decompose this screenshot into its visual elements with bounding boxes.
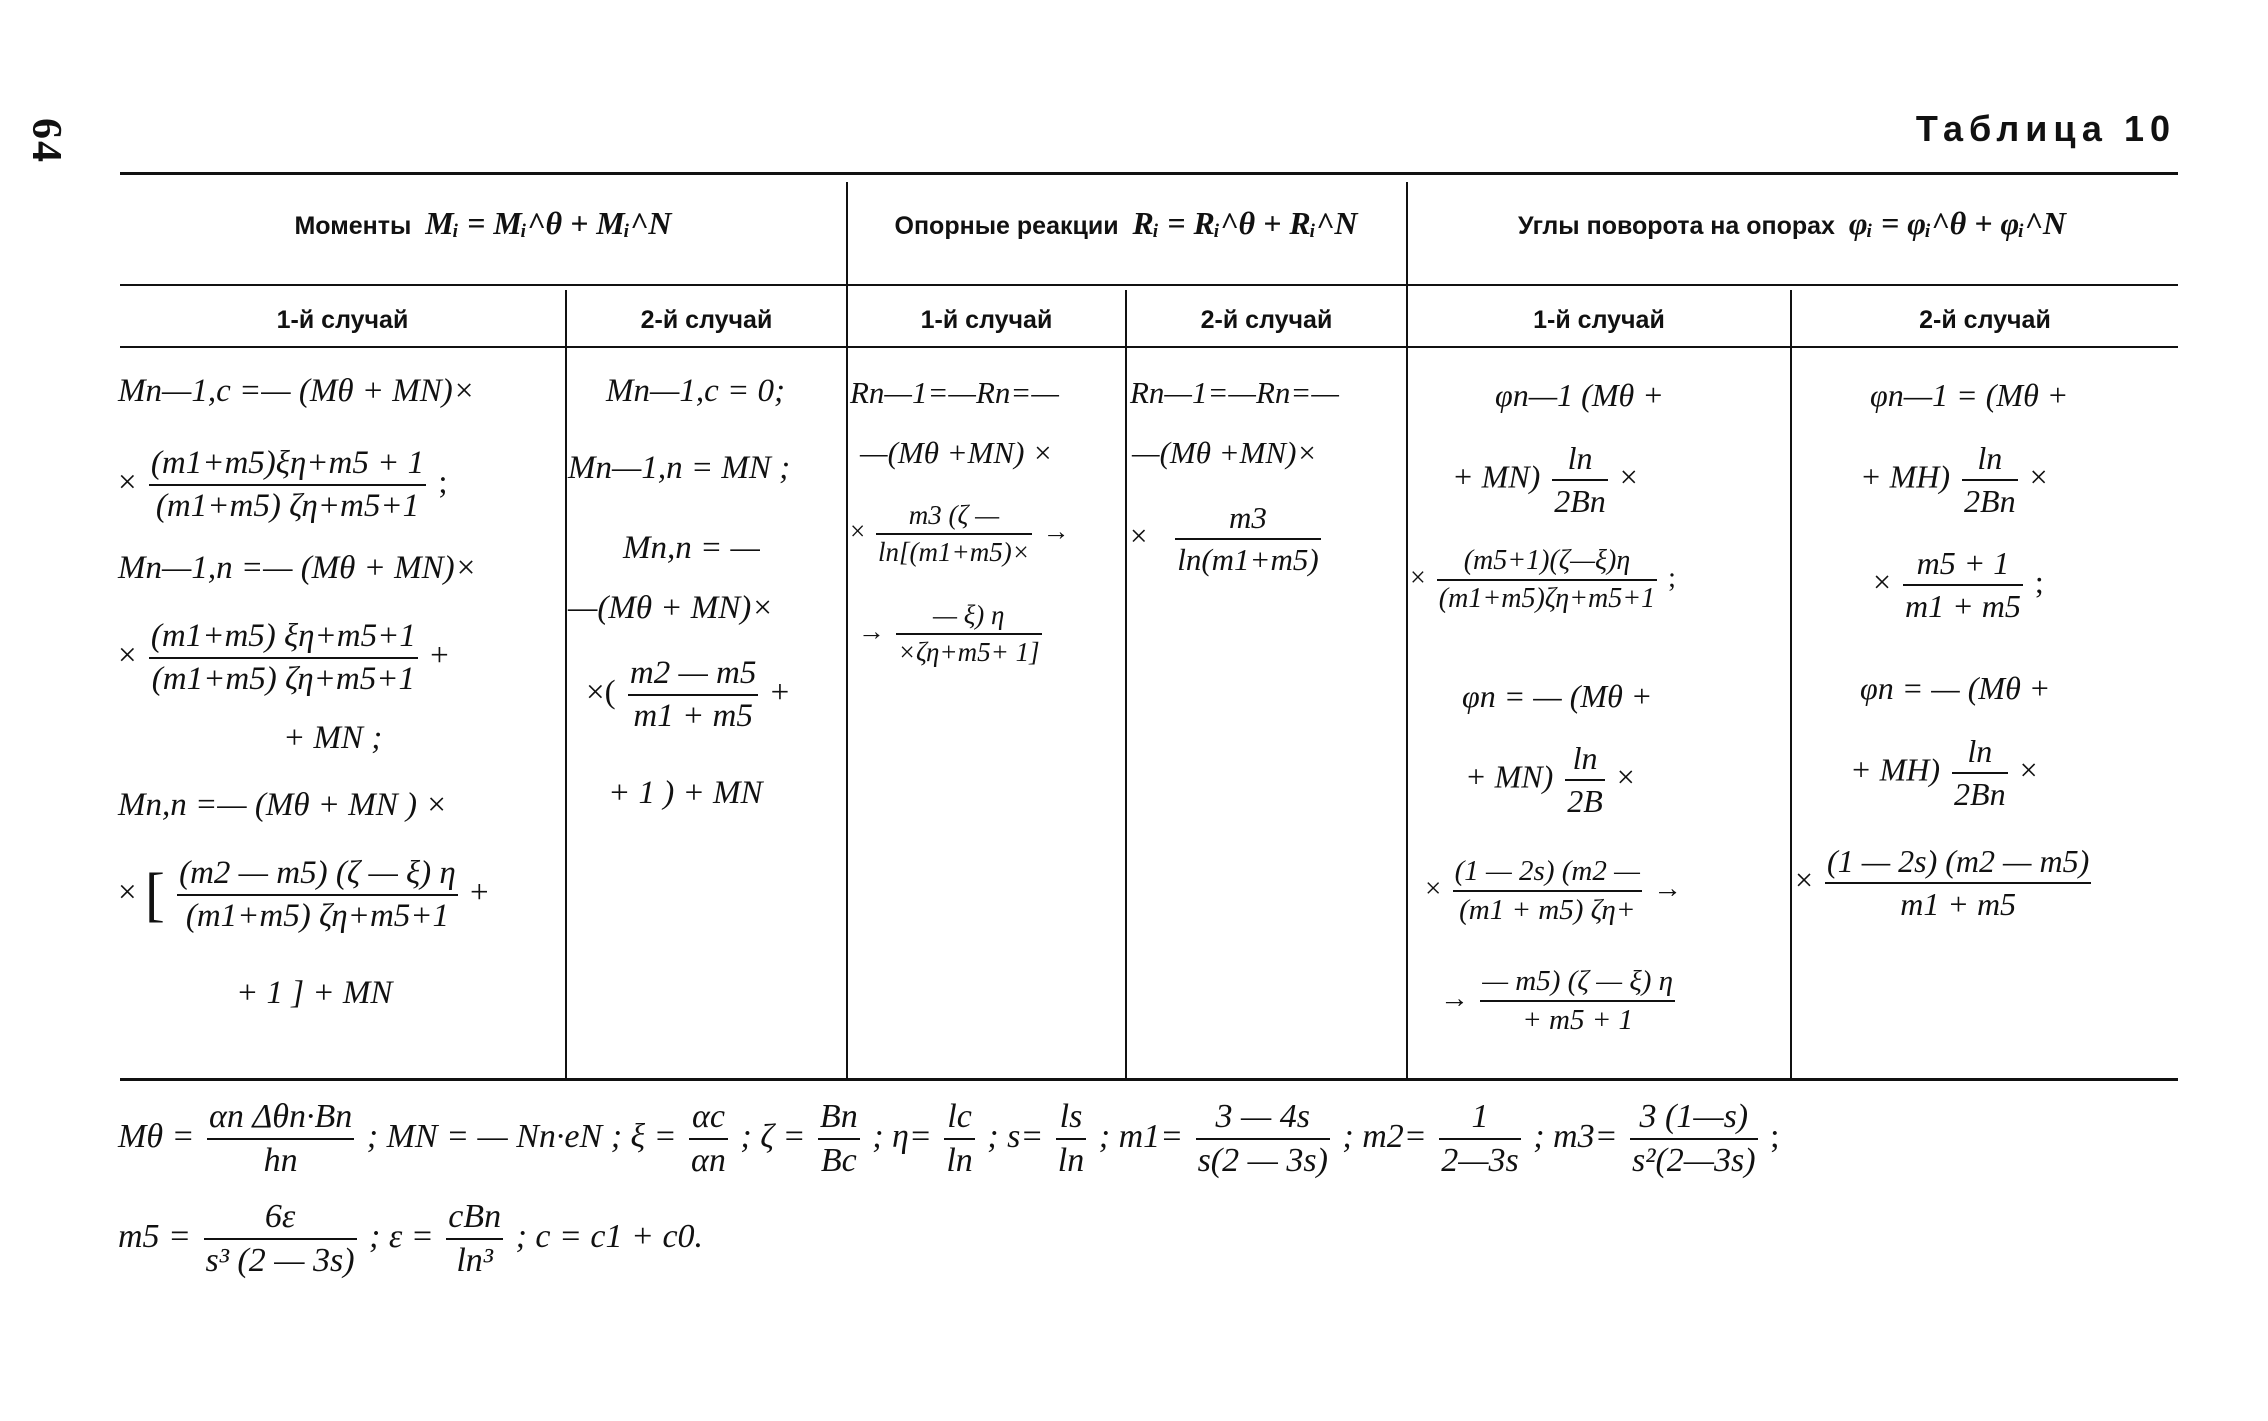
legend-line-1 <box>118 1098 1780 1180</box>
numerator: 6ε <box>264 1198 296 1235</box>
fraction <box>1453 855 1642 927</box>
numerator: lп <box>1567 440 1593 476</box>
numerator: (m2 — m5) (ζ — ξ) η <box>179 855 456 891</box>
denominator: αп <box>691 1142 726 1179</box>
numerator: m3 <box>1229 500 1267 535</box>
numerator: 3 — 4s <box>1215 1098 1310 1135</box>
formula-line: Mn,п = — <box>623 530 760 566</box>
fraction <box>876 500 1032 568</box>
denominator: 2Bп <box>1954 776 2006 812</box>
operator: + MN) <box>1452 458 1541 495</box>
operator: × <box>1425 872 1442 905</box>
operator: ; <box>2034 563 2044 600</box>
angles-case2-header: 2-й случай <box>1919 306 2051 334</box>
fraction <box>1439 1098 1520 1180</box>
numerator: (1 — 2s) (m2 — m5) <box>1827 843 2090 879</box>
operator: → <box>858 616 885 647</box>
denominator: (m1+m5) ζη+m5+1 <box>151 661 415 697</box>
group-header-rule-2 <box>846 284 1406 286</box>
denominator: s²(2—3s) <box>1632 1142 1756 1179</box>
legend-term: m5 = <box>118 1217 191 1255</box>
fraction <box>149 618 418 698</box>
moments-case1-cell: Mn—1,c =— (Mθ + MN)× × $\frac{(m1+m5)\xi\eta+m5 + 1}{(m1+m5) \zeta\eta+m5+1}$ ; Mn—1,п =— (Mθ + MN)× × $\frac{(m1+m5) \xi\eta+m5+1}{(m1+m5) \zeta\eta+m5+1}$ + + MN ; Mn,п =— (Mθ + MN ) × × [ $\frac{(m2 — m5) (\zeta — \xi) \eta}{(m1+m5) \zeta\eta+m5+1}$ + + 1 ] + MN <box>118 373 489 1011</box>
subheader-rule <box>120 346 2178 348</box>
formula-line: φn—1 (Mθ + <box>1495 377 1664 413</box>
group-header-rule-1 <box>120 284 846 286</box>
fraction <box>896 600 1042 668</box>
angles-header: Углы поворота на опорах φᵢ = φᵢ^θ + φᵢ^N <box>1518 205 2066 241</box>
table-bottom-rule <box>120 1078 2178 1081</box>
legend-term: ; m1= <box>1098 1117 1184 1155</box>
numerator: lп <box>1967 733 1993 769</box>
operator: × <box>2019 751 2038 788</box>
numerator: lп <box>1977 440 2003 476</box>
operator: → <box>1440 982 1469 1015</box>
formula-line: —(Mθ + MN)× <box>568 590 774 626</box>
numerator: lc <box>947 1098 972 1135</box>
denominator: ×ζη+m5+ 1] <box>897 637 1040 667</box>
fraction <box>1825 843 2091 923</box>
legend-term: ; c = c1 + c0. <box>515 1217 704 1255</box>
operator: → <box>1042 516 1070 547</box>
denominator: hп <box>263 1142 298 1179</box>
operator: ; <box>1668 562 1676 594</box>
denominator: (m1+m5)ζη+m5+1 <box>1438 583 1656 614</box>
fraction <box>1565 740 1605 820</box>
legend-term: ; <box>1770 1117 1780 1155</box>
fraction <box>1962 440 2018 520</box>
denominator: lп[(m1+m5)× <box>877 537 1030 567</box>
reactions-case1-header: 1-й случай <box>920 306 1053 334</box>
formula-line: Rn—1=—Rn=— <box>1130 375 1339 410</box>
numerator: (m5+1)(ζ—ξ)η <box>1463 545 1631 576</box>
operator: ; <box>438 464 448 501</box>
formula-line: —(Mθ +MN)× <box>1132 435 1318 470</box>
legend-term: ; s= <box>987 1117 1044 1155</box>
formula-line: Mn—1,п = MN ; <box>568 450 791 486</box>
group-header-rule-3 <box>1406 284 2178 286</box>
legend-term: ; ζ = <box>740 1117 806 1155</box>
operator: + MN) <box>1465 758 1554 795</box>
operator: × <box>1873 563 1892 600</box>
denominator: lп(m1+m5) <box>1177 542 1319 577</box>
operator: + <box>770 674 790 711</box>
numerator: Bп <box>819 1098 858 1135</box>
formula-line: + 1 ) + MN <box>608 775 763 811</box>
numerator: — ξ) η <box>932 600 1005 630</box>
operator: → <box>1653 872 1683 905</box>
reactions-case1-cell <box>850 365 1124 1065</box>
angles-case1-cell <box>1410 365 1788 1075</box>
numerator: 1 <box>1471 1098 1489 1135</box>
denominator: (m1+m5) ζη+m5+1 <box>185 898 450 934</box>
operator: × <box>118 874 137 911</box>
operator: + MH) <box>1850 751 1941 788</box>
denominator: (m1+m5) ζη+m5+1 <box>155 488 420 524</box>
numerator: (1 — 2s) (m2 — <box>1454 855 1640 887</box>
numerator: lп <box>1572 740 1598 776</box>
fraction <box>1437 545 1657 615</box>
numerator: — m5) (ζ — ξ) η <box>1482 965 1674 997</box>
numerator: ls <box>1059 1098 1083 1135</box>
col-divider-phi <box>1790 290 1792 1078</box>
numerator: (m1+m5)ξη+m5 + 1 <box>150 445 425 481</box>
legend-term: ; m3= <box>1533 1117 1618 1155</box>
numerator: αп Δθп·Bп <box>208 1098 353 1135</box>
formula-line: φn = — (Mθ + <box>1462 678 1653 714</box>
table-caption: Таблица 10 <box>1915 108 2176 149</box>
denominator: lп <box>946 1142 973 1179</box>
denominator: m1 + m5 <box>1900 886 2017 922</box>
fraction <box>818 1098 860 1180</box>
operator: × <box>1619 458 1638 495</box>
fraction <box>177 855 458 935</box>
fraction <box>1175 500 1320 578</box>
fraction <box>1903 545 2023 625</box>
formula-line: φn = — (Mθ + <box>1860 670 2051 706</box>
fraction <box>204 1198 357 1280</box>
operator: × <box>1130 518 1148 554</box>
operator: × <box>118 464 137 501</box>
fraction <box>689 1098 728 1180</box>
reactions-header: Опорные реакции Rᵢ = Rᵢ^θ + Rᵢ^N <box>894 205 1358 241</box>
legend-term: ; ε = <box>369 1217 434 1255</box>
formula-line: Rn—1=—Rn=— <box>850 375 1059 410</box>
fraction <box>1056 1098 1086 1180</box>
fraction <box>628 655 759 735</box>
operator: × <box>2029 458 2048 495</box>
denominator: (m1 + m5) ζη+ <box>1459 894 1636 926</box>
fraction <box>207 1098 354 1180</box>
legend-line-2 <box>118 1198 703 1280</box>
formula-line: Mn—1,c =— (Mθ + MN)× <box>118 373 476 409</box>
fraction <box>1552 440 1608 520</box>
denominator: s(2 — 3s) <box>1197 1142 1328 1179</box>
legend-term: ; m2= <box>1342 1117 1427 1155</box>
fraction <box>1196 1098 1330 1180</box>
fraction <box>1952 733 2008 813</box>
fraction <box>1630 1098 1758 1180</box>
denominator: lп³ <box>456 1242 493 1279</box>
reactions-case2-cell <box>1130 365 1404 1065</box>
formula-line: —(Mθ +MN) × <box>860 435 1054 470</box>
operator: × <box>1795 861 1814 898</box>
denominator: 2Bп <box>1554 483 1606 519</box>
operator: × <box>850 516 866 547</box>
operator: × <box>118 637 137 674</box>
legend-term: ; MN = — Nп·eN ; ξ = <box>366 1117 677 1155</box>
numerator: m5 + 1 <box>1916 545 2010 581</box>
denominator: 2B <box>1567 783 1603 819</box>
operator: + MH) <box>1860 458 1951 495</box>
denominator: s³ (2 — 3s) <box>205 1242 355 1279</box>
denominator: lп <box>1057 1142 1085 1179</box>
numerator: cBп <box>448 1198 502 1235</box>
operator: ×( <box>586 674 616 711</box>
fraction <box>1480 965 1675 1037</box>
operator: × <box>1616 758 1635 795</box>
col-divider-m <box>565 290 567 1078</box>
numerator: m2 — m5 <box>629 655 757 691</box>
formula-line: φn—1 = (Mθ + <box>1870 377 2069 413</box>
formula-line: + MN ; <box>283 720 383 756</box>
formula-line: Mn—1,c = 0; <box>606 373 785 409</box>
numerator: (m1+m5) ξη+m5+1 <box>150 618 416 654</box>
formula-line: + 1 ] + MN <box>236 975 393 1011</box>
denominator: + m5 + 1 <box>1522 1004 1634 1036</box>
table-top-rule <box>120 172 2178 175</box>
formula-line: Mn—1,п =— (Mθ + MN)× <box>118 550 477 586</box>
moments-case1-header: 1-й случай <box>276 306 409 334</box>
col-divider-r <box>1125 290 1127 1078</box>
operator: + <box>430 637 449 674</box>
numerator: 3 (1—s) <box>1639 1098 1749 1135</box>
fraction <box>149 445 426 525</box>
operator: × <box>1410 562 1426 594</box>
operator: + <box>470 874 489 911</box>
denominator: 2Bп <box>1964 483 2016 519</box>
legend-term: ; η= <box>872 1117 932 1155</box>
angles-case1-header: 1-й случай <box>1533 306 1665 334</box>
denominator: m1 + m5 <box>1905 588 2021 624</box>
page-number: 64 <box>23 118 69 164</box>
formula-line: Mn,п =— (Mθ + MN ) × <box>118 787 448 823</box>
moments-case2-header: 2-й случай <box>640 306 773 334</box>
numerator: αc <box>691 1098 725 1135</box>
legend-term: Mθ = <box>118 1117 195 1155</box>
moments-case2-cell <box>568 365 844 1065</box>
numerator: m3 (ζ — <box>908 500 1000 530</box>
angles-case2-cell <box>1795 365 2177 1065</box>
denominator: m1 + m5 <box>633 698 753 734</box>
fraction <box>944 1098 974 1180</box>
moments-header: Моменты Mᵢ = Mᵢ^θ + Mᵢ^N <box>294 205 672 241</box>
fraction <box>446 1198 503 1280</box>
denominator: Bc <box>820 1142 857 1179</box>
reactions-case2-header: 2-й случай <box>1200 306 1333 334</box>
denominator: 2—3s <box>1441 1142 1519 1179</box>
